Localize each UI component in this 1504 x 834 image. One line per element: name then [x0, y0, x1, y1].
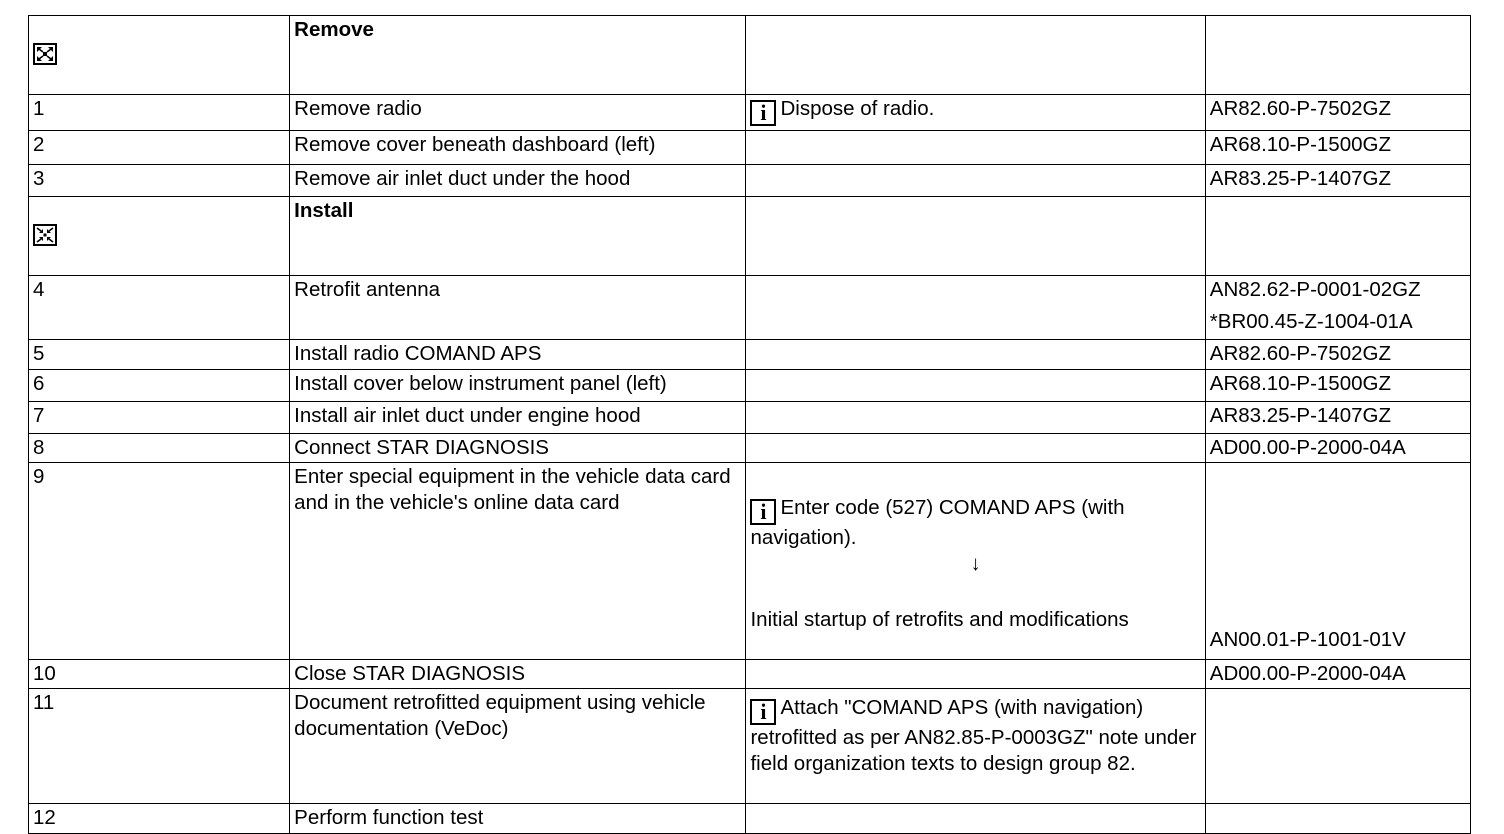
- section-row-remove: [29, 16, 1471, 95]
- step-number: 4: [29, 276, 290, 340]
- step-number: 7: [29, 402, 290, 434]
- step-reference: AN82.62-P-0001-02GZ *BR00.45-Z-1004-01A: [1205, 276, 1470, 340]
- table-row: [29, 463, 1471, 660]
- step-action: Enter special equipment in the vehicle data card and in the vehicle's online data card: [290, 463, 746, 660]
- down-arrow-icon: ↓: [970, 552, 981, 575]
- info-icon: i: [750, 499, 776, 525]
- table-row: [29, 804, 1471, 834]
- step-note: [746, 370, 1205, 402]
- section-icon-cell: [29, 16, 290, 95]
- step-reference: [1205, 689, 1470, 804]
- table-row: [29, 276, 1471, 340]
- section-row-install: [29, 197, 1471, 276]
- step-note: [746, 340, 1205, 370]
- section-icon-cell: [29, 197, 290, 276]
- step-action: Install air inlet duct under engine hood: [290, 402, 746, 434]
- step-reference: AR82.60-P-7502GZ: [1205, 340, 1470, 370]
- step-number: 3: [29, 165, 290, 197]
- step-reference: AD00.00-P-2000-04A: [1205, 434, 1470, 463]
- table-row: [29, 434, 1471, 463]
- procedure-table: [28, 15, 1471, 834]
- step-number: 1: [29, 95, 290, 131]
- step-note: [746, 402, 1205, 434]
- step-action: Perform function test: [290, 804, 746, 834]
- info-icon: i: [750, 100, 776, 126]
- table-row: [29, 165, 1471, 197]
- table-row: [29, 340, 1471, 370]
- step-reference: [1205, 804, 1470, 834]
- step-action: Document retrofitted equipment using vehicle documentation (VeDoc): [290, 689, 746, 804]
- table-row: [29, 95, 1471, 131]
- step-note: [746, 804, 1205, 834]
- section-title-install: Install: [290, 197, 746, 276]
- step-action: Install radio COMAND APS: [290, 340, 746, 370]
- step-action: Connect STAR DIAGNOSIS: [290, 434, 746, 463]
- step-reference: AR82.60-P-7502GZ: [1205, 95, 1470, 131]
- step-reference: AR83.25-P-1407GZ: [1205, 402, 1470, 434]
- step-note: [746, 434, 1205, 463]
- step-reference: AN00.01-P-1001-01V: [1205, 463, 1470, 660]
- step-note: i Dispose of radio.: [746, 95, 1205, 131]
- step-reference: AR68.10-P-1500GZ: [1205, 131, 1470, 165]
- table-row: [29, 402, 1471, 434]
- section-title-remove: Remove: [290, 16, 746, 95]
- step-note: [746, 660, 1205, 689]
- step-reference: AR83.25-P-1407GZ: [1205, 165, 1470, 197]
- step-action: Close STAR DIAGNOSIS: [290, 660, 746, 689]
- step-note: i Attach "COMAND APS (with navigation) retrofitted as per AN82.85-P-0003GZ" note under field organization texts to design group 82.: [746, 689, 1205, 804]
- expand-arrows-icon: [33, 43, 57, 65]
- step-note: i Enter code (527) COMAND APS (with navigation). ↓ Initial startup of retrofits and modifications: [746, 463, 1205, 660]
- step-note: [746, 131, 1205, 165]
- step-number: 9: [29, 463, 290, 660]
- table-row: [29, 370, 1471, 402]
- step-action: Install cover below instrument panel (left): [290, 370, 746, 402]
- step-number: 8: [29, 434, 290, 463]
- compress-arrows-icon: [33, 224, 57, 246]
- step-reference: AD00.00-P-2000-04A: [1205, 660, 1470, 689]
- info-icon: i: [750, 699, 776, 725]
- step-number: 5: [29, 340, 290, 370]
- step-note: [746, 165, 1205, 197]
- step-action: Remove air inlet duct under the hood: [290, 165, 746, 197]
- table-row: [29, 689, 1471, 804]
- step-action: Retrofit antenna: [290, 276, 746, 340]
- step-number: 10: [29, 660, 290, 689]
- step-action: Remove cover beneath dashboard (left): [290, 131, 746, 165]
- step-number: 6: [29, 370, 290, 402]
- step-number: 11: [29, 689, 290, 804]
- step-action: Remove radio: [290, 95, 746, 131]
- step-reference: AR68.10-P-1500GZ: [1205, 370, 1470, 402]
- table-row: [29, 660, 1471, 689]
- table-row: [29, 131, 1471, 165]
- step-number: 12: [29, 804, 290, 834]
- step-number: 2: [29, 131, 290, 165]
- step-note: [746, 276, 1205, 340]
